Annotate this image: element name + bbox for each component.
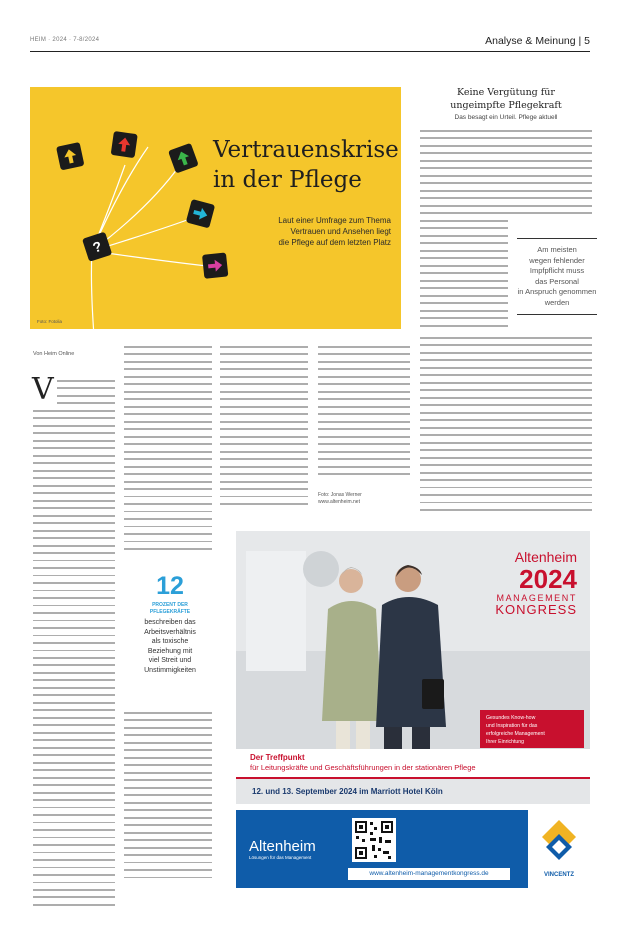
text-line-placeholder xyxy=(420,250,508,252)
text-line-placeholder xyxy=(220,481,308,483)
text-line-placeholder xyxy=(220,346,308,348)
text-line-placeholder xyxy=(420,479,592,481)
text-line-placeholder xyxy=(420,295,508,297)
text-line-placeholder xyxy=(420,197,592,199)
text-line-placeholder xyxy=(124,398,212,400)
text-line-placeholder xyxy=(124,383,212,385)
text-line-placeholder xyxy=(220,496,308,498)
text-line-placeholder xyxy=(124,406,212,408)
text-line-placeholder xyxy=(33,889,115,891)
text-line-placeholder xyxy=(33,784,115,786)
brand-name: Altenheim xyxy=(514,549,577,565)
hero-title xyxy=(213,135,399,195)
text-line-placeholder xyxy=(220,353,308,355)
text-line-placeholder xyxy=(124,794,212,796)
text-line-placeholder xyxy=(124,862,212,864)
drop-cap: V xyxy=(32,372,54,407)
text-line-placeholder xyxy=(124,757,212,759)
text-line-placeholder xyxy=(124,742,212,744)
text-line-placeholder xyxy=(124,764,212,766)
pull-quote-line: in Anspruch genommen xyxy=(517,287,597,296)
ad-tagline-band xyxy=(236,749,590,779)
text-line-placeholder xyxy=(420,302,508,304)
text-line-placeholder xyxy=(33,792,115,794)
text-line-placeholder xyxy=(33,702,115,704)
text-line-placeholder xyxy=(318,473,410,475)
text-line-placeholder xyxy=(124,413,212,415)
text-line-placeholder xyxy=(220,398,308,400)
text-line-placeholder xyxy=(420,242,508,244)
text-line-placeholder xyxy=(420,257,508,259)
text-line-placeholder xyxy=(420,457,592,459)
text-line-placeholder xyxy=(420,265,508,267)
text-line-placeholder xyxy=(420,317,508,319)
text-line-placeholder xyxy=(33,732,115,734)
text-line-placeholder xyxy=(57,387,115,389)
stat-desc-line: Beziehung mit xyxy=(147,647,193,655)
text-line-placeholder xyxy=(124,719,212,721)
text-line-placeholder xyxy=(124,854,212,856)
text-line-placeholder xyxy=(420,367,592,369)
text-line-placeholder xyxy=(420,160,592,162)
text-line-placeholder xyxy=(124,779,212,781)
text-line-placeholder xyxy=(420,382,592,384)
die-green xyxy=(168,143,199,174)
text-line-placeholder xyxy=(420,389,592,391)
text-line-placeholder xyxy=(33,769,115,771)
pull-quote-line: wegen fehlender xyxy=(529,255,585,265)
hero-subtitle-line: die Pflege auf dem letzten Platz xyxy=(278,238,391,247)
text-line-placeholder xyxy=(33,672,115,674)
text-line-placeholder xyxy=(318,376,410,378)
text-line-placeholder xyxy=(220,428,308,430)
text-line-placeholder xyxy=(420,145,592,147)
stat-desc-line: als toxische xyxy=(151,638,189,645)
text-line-placeholder xyxy=(420,509,592,511)
text-line-placeholder xyxy=(420,464,592,466)
text-line-placeholder xyxy=(318,398,410,400)
text-line-placeholder xyxy=(124,346,212,348)
text-line-placeholder xyxy=(124,473,212,475)
text-line-placeholder xyxy=(33,822,115,824)
text-line-placeholder xyxy=(220,473,308,475)
text-line-placeholder xyxy=(33,545,115,547)
die-red xyxy=(111,131,138,158)
text-line-placeholder xyxy=(124,712,212,714)
text-line-placeholder xyxy=(33,530,115,532)
qr-code-icon xyxy=(352,818,396,862)
text-line-placeholder xyxy=(318,406,410,408)
text-line-placeholder xyxy=(33,694,115,696)
event-date: 12. und 13. September 2024 im Marriott Hotel Köln xyxy=(252,787,443,796)
text-line-placeholder xyxy=(220,466,308,468)
text-line-placeholder xyxy=(318,458,410,460)
text-line-placeholder xyxy=(33,477,115,479)
pull-quote xyxy=(517,238,597,315)
text-line-placeholder xyxy=(124,839,212,841)
signature-line: www.altenheim.net xyxy=(318,499,360,505)
text-line-placeholder xyxy=(33,612,115,614)
text-line-placeholder xyxy=(33,747,115,749)
text-line-placeholder xyxy=(33,739,115,741)
text-line-placeholder xyxy=(420,352,592,354)
text-line-placeholder xyxy=(420,287,508,289)
text-line-placeholder xyxy=(33,799,115,801)
text-line-placeholder xyxy=(124,533,212,535)
text-line-placeholder xyxy=(33,724,115,726)
text-line-placeholder xyxy=(33,807,115,809)
text-line-placeholder xyxy=(318,428,410,430)
text-line-placeholder xyxy=(33,440,115,442)
pull-quote-line: Impfpflicht muss xyxy=(529,266,585,275)
text-line-placeholder xyxy=(318,443,410,445)
text-line-placeholder xyxy=(33,844,115,846)
text-line-placeholder xyxy=(33,425,115,427)
text-line-placeholder xyxy=(318,413,410,415)
text-line-placeholder xyxy=(220,391,308,393)
section-title: Analyse & Meinung | 5 xyxy=(485,35,590,47)
text-line-placeholder xyxy=(124,734,212,736)
article-text-col1-top xyxy=(57,380,115,410)
text-line-placeholder xyxy=(33,455,115,457)
text-line-placeholder xyxy=(420,487,592,489)
text-line-placeholder xyxy=(33,537,115,539)
stat-desc-line: beschreiben das xyxy=(144,619,196,626)
stat-label-line: PFLEGEKRÄFTE xyxy=(149,609,191,615)
tagline-title: Der Treffpunkt xyxy=(250,753,305,762)
die-question xyxy=(82,232,112,262)
text-line-placeholder xyxy=(33,762,115,764)
text-line-placeholder xyxy=(33,522,115,524)
text-line-placeholder xyxy=(420,137,592,139)
text-line-placeholder xyxy=(33,485,115,487)
text-line-placeholder xyxy=(124,353,212,355)
text-line-placeholder xyxy=(33,410,115,412)
text-line-placeholder xyxy=(124,802,212,804)
text-line-placeholder xyxy=(33,642,115,644)
article-text-col2-bottom xyxy=(124,712,212,884)
text-line-placeholder xyxy=(420,310,508,312)
vincentz-label: VINCENTZ xyxy=(544,872,574,878)
text-line-placeholder xyxy=(220,458,308,460)
text-line-placeholder xyxy=(124,488,212,490)
text-line-placeholder xyxy=(420,190,592,192)
die-yellow xyxy=(56,142,84,170)
text-line-placeholder xyxy=(124,466,212,468)
text-line-placeholder xyxy=(220,488,308,490)
text-line-placeholder xyxy=(420,272,508,274)
article-signature xyxy=(318,492,362,506)
text-line-placeholder xyxy=(420,325,508,327)
text-line-placeholder xyxy=(33,515,115,517)
qr-code[interactable] xyxy=(352,818,396,862)
text-line-placeholder xyxy=(124,772,212,774)
text-line-placeholder xyxy=(318,451,410,453)
text-line-placeholder xyxy=(318,436,410,438)
text-line-placeholder xyxy=(33,867,115,869)
article-text-col2-top xyxy=(124,346,212,556)
text-line-placeholder xyxy=(420,337,592,339)
congress-advertisement[interactable] xyxy=(236,531,590,804)
text-line-placeholder xyxy=(33,560,115,562)
text-line-placeholder xyxy=(220,421,308,423)
text-line-placeholder xyxy=(420,449,592,451)
text-line-placeholder xyxy=(124,503,212,505)
text-line-placeholder xyxy=(220,451,308,453)
text-line-placeholder xyxy=(33,620,115,622)
logo-subtitle: Lösungen für das Management xyxy=(249,855,312,860)
text-line-placeholder xyxy=(33,432,115,434)
text-line-placeholder xyxy=(318,368,410,370)
text-line-placeholder xyxy=(33,754,115,756)
text-line-placeholder xyxy=(33,874,115,876)
text-line-placeholder xyxy=(124,824,212,826)
text-line-placeholder xyxy=(124,361,212,363)
red-box-line: Ihrer Einrichtung xyxy=(486,739,525,745)
text-line-placeholder xyxy=(124,847,212,849)
text-line-placeholder xyxy=(124,749,212,751)
text-line-placeholder xyxy=(33,552,115,554)
hero-subtitle-line: Laut einer Umfrage zum Thema xyxy=(278,216,391,225)
text-line-placeholder xyxy=(318,383,410,385)
sidebar-dek: Das besagt ein Urteil. Pflege aktuell xyxy=(454,114,558,121)
article-text-col3 xyxy=(220,346,308,511)
hero-image xyxy=(30,87,401,329)
text-line-placeholder xyxy=(124,451,212,453)
altenheim-logo xyxy=(249,838,316,861)
pull-quote-line: das Personal xyxy=(535,276,579,286)
article-text-col1 xyxy=(33,410,115,911)
publication-info: HEIM · 2024 · 7-8/2024 xyxy=(30,37,100,43)
text-line-placeholder xyxy=(33,904,115,906)
text-line-placeholder xyxy=(33,679,115,681)
text-line-placeholder xyxy=(420,167,592,169)
vincentz-logo xyxy=(528,810,590,888)
text-line-placeholder xyxy=(124,526,212,528)
text-line-placeholder xyxy=(220,436,308,438)
vincentz-icon xyxy=(528,810,590,870)
sidebar-text-upper xyxy=(420,130,592,220)
text-line-placeholder xyxy=(318,346,410,348)
text-line-placeholder xyxy=(33,814,115,816)
text-line-placeholder xyxy=(33,859,115,861)
text-line-placeholder xyxy=(124,443,212,445)
stat-label-line: PROZENT DER xyxy=(152,602,188,608)
text-line-placeholder xyxy=(33,627,115,629)
text-line-placeholder xyxy=(33,635,115,637)
text-line-placeholder xyxy=(420,427,592,429)
red-box-line: erfolgreiche Management xyxy=(486,731,545,737)
text-line-placeholder xyxy=(124,511,212,513)
text-line-placeholder xyxy=(420,494,592,496)
text-line-placeholder xyxy=(33,462,115,464)
hero-subtitle xyxy=(241,215,391,248)
red-box-line: Gesundes Know-how xyxy=(486,715,536,721)
text-line-placeholder xyxy=(33,896,115,898)
text-line-placeholder xyxy=(318,391,410,393)
text-line-placeholder xyxy=(57,395,115,397)
congress-brand xyxy=(495,549,577,617)
text-line-placeholder xyxy=(124,376,212,378)
text-line-placeholder xyxy=(33,650,115,652)
congress-footer-ad[interactable] xyxy=(236,810,590,888)
text-line-placeholder xyxy=(33,709,115,711)
text-line-placeholder xyxy=(420,419,592,421)
text-line-placeholder xyxy=(33,507,115,509)
text-line-placeholder xyxy=(420,502,592,504)
text-line-placeholder xyxy=(124,421,212,423)
text-line-placeholder xyxy=(33,447,115,449)
text-line-placeholder xyxy=(420,344,592,346)
text-line-placeholder xyxy=(124,877,212,879)
text-line-placeholder xyxy=(420,175,592,177)
text-line-placeholder xyxy=(420,280,508,282)
stat-label xyxy=(137,602,203,616)
text-line-placeholder xyxy=(318,466,410,468)
sidebar-article-header xyxy=(420,87,592,121)
text-line-placeholder xyxy=(420,434,592,436)
text-line-placeholder xyxy=(33,687,115,689)
text-line-placeholder xyxy=(33,500,115,502)
text-line-placeholder xyxy=(33,837,115,839)
text-line-placeholder xyxy=(33,582,115,584)
text-line-placeholder xyxy=(420,412,592,414)
text-line-placeholder xyxy=(124,368,212,370)
text-line-placeholder xyxy=(318,421,410,423)
text-line-placeholder xyxy=(420,130,592,132)
text-line-placeholder xyxy=(33,470,115,472)
hero-subtitle-line: Vertrauen und Ansehen liegt xyxy=(290,227,391,236)
text-line-placeholder xyxy=(57,402,115,404)
stat-desc-line: viel Streit und xyxy=(148,657,192,664)
text-line-placeholder xyxy=(420,374,592,376)
text-line-placeholder xyxy=(33,567,115,569)
text-line-placeholder xyxy=(124,817,212,819)
pull-quote-line: werden xyxy=(544,297,570,307)
brand-year: 2024 xyxy=(519,564,577,594)
sidebar-text-narrow xyxy=(420,220,508,332)
text-line-placeholder xyxy=(124,787,212,789)
text-line-placeholder xyxy=(220,443,308,445)
text-line-placeholder xyxy=(33,852,115,854)
dice-illustration xyxy=(30,87,401,329)
text-line-placeholder xyxy=(33,575,115,577)
sidebar-headline-line: ungeimpfte Pflegekraft xyxy=(450,99,562,111)
hero-title-line: in der Pflege xyxy=(213,167,362,193)
signature-line: Foto: Jonas Werner xyxy=(318,492,362,498)
stat-callout xyxy=(137,572,203,675)
text-line-placeholder xyxy=(124,436,212,438)
text-line-placeholder xyxy=(220,413,308,415)
svg-text:?: ? xyxy=(90,237,104,256)
tagline-subtitle: für Leitungskräfte und Geschäftsführungen in der stationären Pflege xyxy=(250,763,476,772)
text-line-placeholder xyxy=(124,481,212,483)
text-line-placeholder xyxy=(420,227,508,229)
text-line-placeholder xyxy=(420,397,592,399)
text-line-placeholder xyxy=(33,590,115,592)
hero-title-line: Vertrauenskrise xyxy=(213,137,399,163)
text-line-placeholder xyxy=(220,368,308,370)
brand-kongress: KONGRESS xyxy=(495,602,577,617)
text-line-placeholder xyxy=(33,664,115,666)
pull-quote-line: Am meisten xyxy=(537,245,577,254)
text-line-placeholder xyxy=(33,417,115,419)
text-line-placeholder xyxy=(420,235,508,237)
text-line-placeholder xyxy=(124,458,212,460)
text-line-placeholder xyxy=(420,182,592,184)
stat-desc-line: Unstimmigkeiten xyxy=(144,666,196,674)
sidebar-headline-line: Keine Vergütung für xyxy=(457,87,555,98)
text-line-placeholder xyxy=(124,832,212,834)
stat-description xyxy=(137,618,203,675)
text-line-placeholder xyxy=(318,353,410,355)
congress-url[interactable]: www.altenheim-managementkongress.de xyxy=(348,868,510,880)
text-line-placeholder xyxy=(420,205,592,207)
text-line-placeholder xyxy=(57,380,115,382)
text-line-placeholder xyxy=(33,717,115,719)
article-text-col4 xyxy=(318,346,410,481)
text-line-placeholder xyxy=(124,727,212,729)
text-line-placeholder xyxy=(420,472,592,474)
text-line-placeholder xyxy=(124,809,212,811)
brand-management: MANAGEMENT xyxy=(496,593,577,603)
text-line-placeholder xyxy=(420,220,508,222)
logo-name: Altenheim xyxy=(249,838,316,855)
text-line-placeholder xyxy=(124,518,212,520)
text-line-placeholder xyxy=(124,496,212,498)
text-line-placeholder xyxy=(420,359,592,361)
text-line-placeholder xyxy=(220,406,308,408)
page-header xyxy=(30,34,590,52)
text-line-placeholder xyxy=(220,361,308,363)
red-box-line: und Inspiration für das xyxy=(486,723,538,729)
stat-number: 12 xyxy=(156,572,184,600)
sidebar-headline xyxy=(420,87,592,112)
text-line-placeholder xyxy=(33,597,115,599)
text-line-placeholder xyxy=(124,391,212,393)
text-line-placeholder xyxy=(124,548,212,550)
text-line-placeholder xyxy=(420,212,592,214)
text-line-placeholder xyxy=(33,605,115,607)
text-line-placeholder xyxy=(33,492,115,494)
photo-credit: Foto: Fotolia xyxy=(37,319,63,324)
text-line-placeholder xyxy=(220,503,308,505)
text-line-placeholder xyxy=(220,376,308,378)
sidebar-text-lower xyxy=(420,337,592,517)
text-line-placeholder xyxy=(220,383,308,385)
author-byline: Von Heim Online xyxy=(33,351,75,357)
text-line-placeholder xyxy=(420,152,592,154)
text-line-placeholder xyxy=(318,361,410,363)
text-line-placeholder xyxy=(33,882,115,884)
text-line-placeholder xyxy=(33,657,115,659)
die-magenta xyxy=(202,252,228,278)
text-line-placeholder xyxy=(124,869,212,871)
text-line-placeholder xyxy=(33,829,115,831)
text-line-placeholder xyxy=(124,541,212,543)
die-cyan xyxy=(186,199,215,228)
text-line-placeholder xyxy=(420,442,592,444)
stat-desc-line: Arbeitsverhältnis xyxy=(144,628,196,636)
text-line-placeholder xyxy=(420,404,592,406)
text-line-placeholder xyxy=(33,777,115,779)
text-line-placeholder xyxy=(124,428,212,430)
ad-red-box xyxy=(480,710,584,748)
